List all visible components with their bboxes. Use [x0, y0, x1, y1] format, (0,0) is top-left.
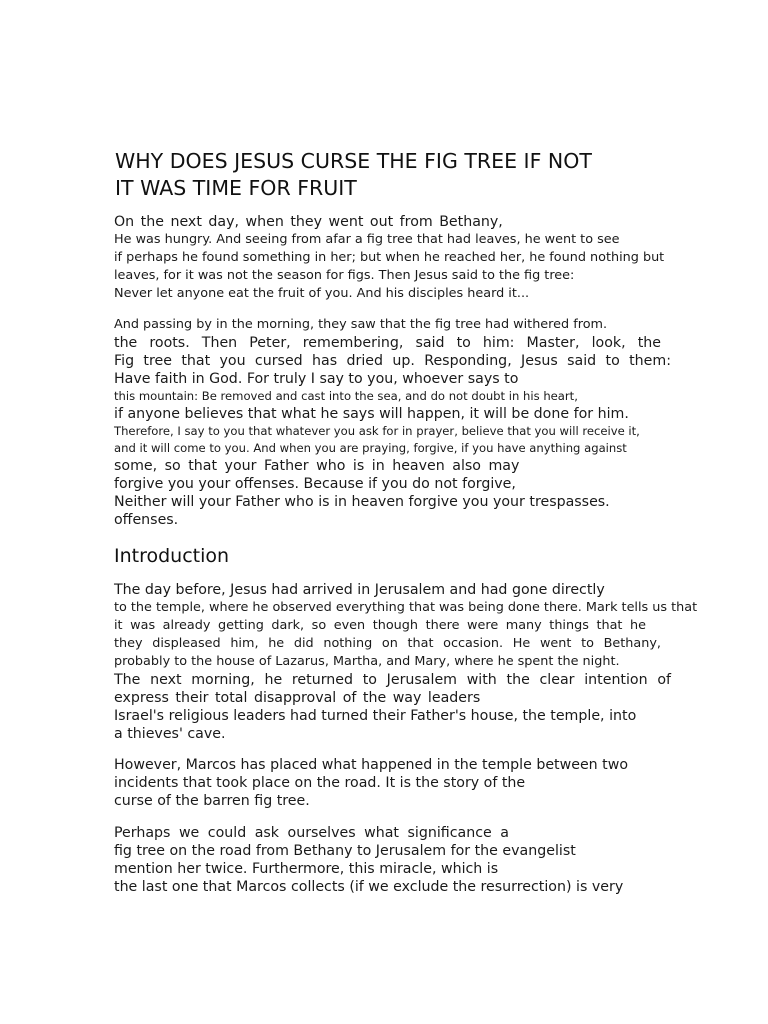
- text-line: this mountain: Be removed and cast into the sea, and do not doubt in his heart,: [114, 389, 578, 403]
- text-line: a thieves' cave.: [114, 726, 226, 742]
- text-line: Neither will your Father who is in heaven forgive you your trespasses.: [114, 494, 610, 510]
- text-line: if anyone believes that what he says will happen, it will be done for him.: [114, 406, 629, 422]
- text-line: On the next day, when they went out from Bethany,: [114, 214, 503, 230]
- text-line: the roots. Then Peter, remembering, said to him: Master, look, the: [114, 335, 661, 351]
- paragraph-1: [114, 213, 714, 303]
- paragraph-5: [114, 824, 714, 896]
- text-line: leaves, for it was not the season for figs. Then Jesus said to the fig tree:: [114, 268, 575, 283]
- text-line: some, so that your Father who is in heaven also may: [114, 458, 520, 474]
- title-line: WHY DOES JESUS CURSE THE FIG TREE IF NOT: [115, 149, 592, 173]
- section-heading: Introduction: [114, 545, 230, 567]
- text-line: express their total disapproval of the way leaders: [114, 690, 481, 706]
- paragraph-2: [114, 316, 674, 529]
- text-line: He was hungry. And seeing from afar a fig tree that had leaves, he went to see: [114, 232, 620, 247]
- text-line: The next morning, he returned to Jerusalem with the clear intention of: [114, 672, 671, 688]
- document-title: [115, 148, 675, 202]
- text-line: The day before, Jesus had arrived in Jerusalem and had gone directly: [114, 582, 605, 598]
- text-line: Have faith in God. For truly I say to you, whoever says to: [114, 371, 519, 387]
- paragraph-4: [114, 756, 714, 810]
- text-line: they displeased him, he did nothing on that occasion. He went to Bethany,: [114, 636, 661, 651]
- text-line: Israel's religious leaders had turned their Father's house, the temple, into: [114, 708, 637, 724]
- text-line: the last one that Marcos collects (if we exclude the resurrection) is very: [114, 879, 624, 895]
- text-line: if perhaps he found something in her; but when he reached her, he found nothing but: [114, 250, 665, 265]
- text-line: it was already getting dark, so even though there were many things that he: [114, 618, 646, 633]
- text-line: fig tree on the road from Bethany to Jerusalem for the evangelist: [114, 843, 576, 859]
- text-line: curse of the barren fig tree.: [114, 793, 310, 809]
- paragraph-3: [114, 581, 698, 743]
- text-line: However, Marcos has placed what happened in the temple between two: [114, 757, 629, 773]
- text-line: Perhaps we could ask ourselves what significance a: [114, 825, 509, 841]
- text-line: forgive you your offenses. Because if you do not forgive,: [114, 476, 516, 492]
- text-line: Fig tree that you cursed has dried up. Responding, Jesus said to them:: [114, 353, 671, 369]
- text-line: probably to the house of Lazarus, Martha, and Mary, where he spent the night.: [114, 654, 620, 669]
- text-line: and it will come to you. And when you are praying, forgive, if you have anything against: [114, 441, 627, 455]
- text-line: mention her twice. Furthermore, this miracle, which is: [114, 861, 499, 877]
- text-line: to the temple, where he observed everything that was being done there. Mark tells us that: [114, 600, 698, 615]
- text-line: Never let anyone eat the fruit of you. And his disciples heard it...: [114, 286, 530, 301]
- text-line: Therefore, I say to you that whatever you ask for in prayer, believe that you will receive it,: [114, 424, 640, 438]
- title-line: IT WAS TIME FOR FRUIT: [115, 176, 357, 200]
- text-line: offenses.: [114, 512, 179, 528]
- text-line: incidents that took place on the road. It is the story of the: [114, 775, 526, 791]
- text-line: And passing by in the morning, they saw that the fig tree had withered from.: [114, 317, 608, 332]
